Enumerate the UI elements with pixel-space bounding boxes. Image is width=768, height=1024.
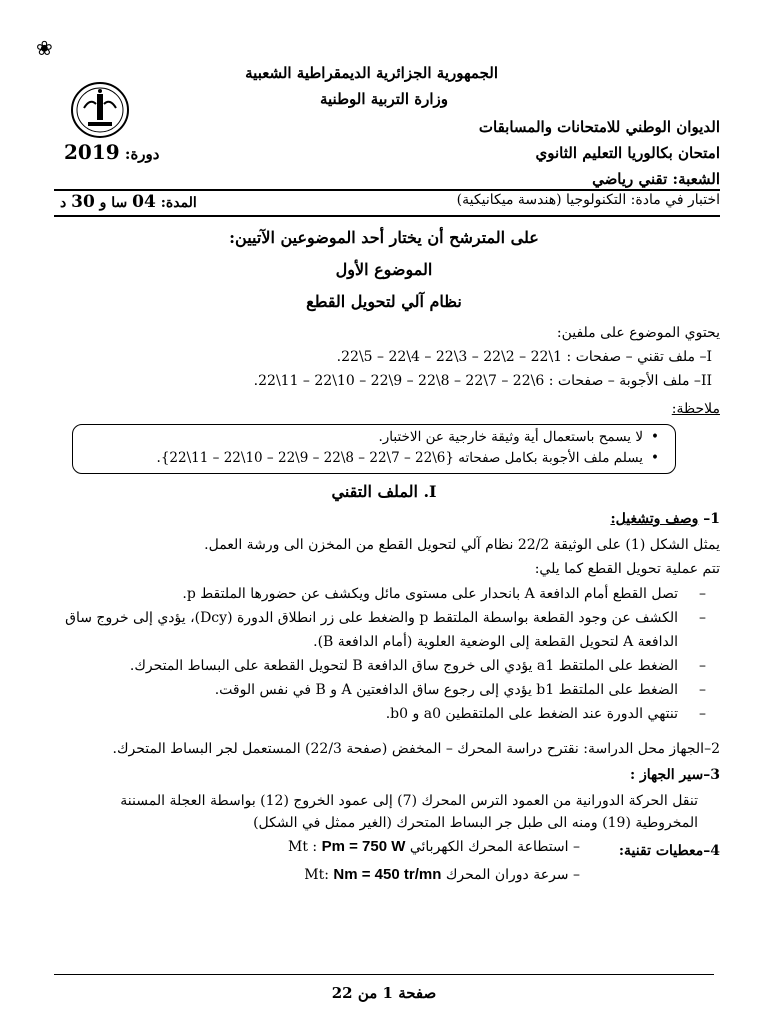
process-intro: تتم عملية تحويل القطع كما يلي:	[534, 561, 720, 577]
duration-unit: د	[60, 195, 67, 211]
power-row	[288, 838, 580, 855]
header-divider-bottom	[54, 215, 720, 217]
power-label: – استطاعة المحرك الكهربائي Mt :	[288, 839, 580, 855]
subject-text: اختبار في مادة: التكنولوجيا (هندسة ميكانيكية)	[456, 192, 720, 208]
flower-ornament-icon: ❀	[36, 36, 53, 60]
republic-header: الجمهورية الجزائرية الديمقراطية الشعبية	[245, 64, 498, 82]
duration-minutes: 30	[71, 192, 95, 212]
sub1-title: وصف وتشغيل:	[610, 511, 699, 527]
power-value: Pm = 750 W	[321, 838, 406, 855]
session-year: 2019	[64, 140, 120, 164]
process-step: – تنتهي الدورة عند الضغط على الملتقطين a0 و b0.	[48, 702, 706, 726]
process-step: – الضغط على الملتقط b1 يؤدي إلى رجوع ساق الدافعتين A و B في نفس الوقت.	[48, 678, 706, 702]
process-step: – الضغط على الملتقط a1 يؤدي الى خروج ساق الدافعة B لتحويل القطعة على البساط المتحرك.	[48, 654, 706, 678]
section-title: I. الملف التقني	[331, 482, 437, 501]
subject-row	[60, 192, 720, 214]
duration-hours: 04	[132, 192, 156, 212]
header-divider-top	[54, 189, 720, 191]
onec-emblem-icon	[70, 80, 130, 140]
sub1-number: 1–	[703, 511, 720, 527]
duration-mid: سا و	[99, 195, 128, 211]
duration-label: المدة:	[160, 195, 197, 211]
process-step: – الكشف عن وجود القطعة بواسطة الملتقط p والضغط على زر انطلاق الدورة (Dcy)، يؤدي إلى خروج ساق الدافعة A لتحويل القطعة إلى الوضعية العلوية (أمام الدافعة B).	[48, 606, 706, 654]
speed-row	[304, 866, 580, 883]
item2-text: 2–الجهاز محل الدراسة: نقترح دراسة المحرك – المخفض (صفحة 22/3) المستعمل لجر البساط المتحرك.	[112, 741, 720, 757]
sub1-heading	[48, 508, 720, 530]
office-name: الديوان الوطني للامتحانات والمسابقات	[478, 118, 720, 136]
duration	[60, 192, 197, 212]
branch-name: الشعبة: تقني رياضي	[592, 170, 720, 188]
speed-label: – سرعة دوران المحرك Mt:	[304, 867, 580, 883]
speed-value: Nm = 450 tr/mn	[333, 866, 442, 883]
file1-line: I– ملف تقني – صفحات : 1\22 – 2\22 – 3\22 – 4\22 – 5\22.	[336, 349, 712, 365]
exam-name: امتحان بكالوريا التعليم الثانوي	[535, 144, 720, 162]
session-label: دورة:	[124, 145, 160, 163]
system-title: نظام آلي لتحويل القطع	[306, 292, 462, 311]
topic-title: الموضوع الأول	[335, 260, 433, 279]
file2-line: II– ملف الأجوبة – صفحات : 6\22 – 7\22 – 8\22 – 9\22 – 10\22 – 11\22.	[253, 373, 712, 389]
ministry-header: وزارة التربية الوطنية	[319, 90, 448, 108]
note-item: • يسلم ملف الأجوبة بكامل صفحاته {6\22 – 7\22 – 8\22 – 9\22 – 10\22 – 11\22}.	[85, 448, 659, 469]
session-info	[64, 140, 159, 164]
description-text: يمثل الشكل (1) على الوثيقة 22/2 نظام آلي لتحويل القطع من المخزن الى ورشة العمل.	[204, 537, 720, 553]
item4-heading: 4–معطيات تقنية:	[618, 843, 720, 859]
process-steps	[48, 582, 706, 726]
note-label: ملاحظة:	[671, 401, 720, 417]
contents-intro: يحتوي الموضوع على ملفين:	[556, 325, 720, 341]
item3-text: تنقل الحركة الدورانية من العمود الترس المحرك (7) إلى عمود الخروج (12) بواسطة العجلة المسننة المخروطية (19) ومنه الى طبل جر البساط المتحرك (الغير ممثل في الشكل)	[120, 793, 698, 831]
note-item: • لا يسمح باستعمال أية وثيقة خارجية عن الاختبار.	[85, 427, 659, 448]
process-step: – تصل القطع أمام الدافعة A بانحدار على مستوى مائل ويكشف عن حضورها الملتقط p.	[48, 582, 706, 606]
footer-divider	[54, 974, 714, 975]
note-box	[72, 424, 676, 474]
instruction-title: على المترشح أن يختار أحد الموضوعين الآتيين:	[229, 228, 539, 247]
item3-heading: 3–سير الجهاز :	[629, 767, 720, 783]
page-number: صفحة 1 من 22	[331, 984, 437, 1002]
